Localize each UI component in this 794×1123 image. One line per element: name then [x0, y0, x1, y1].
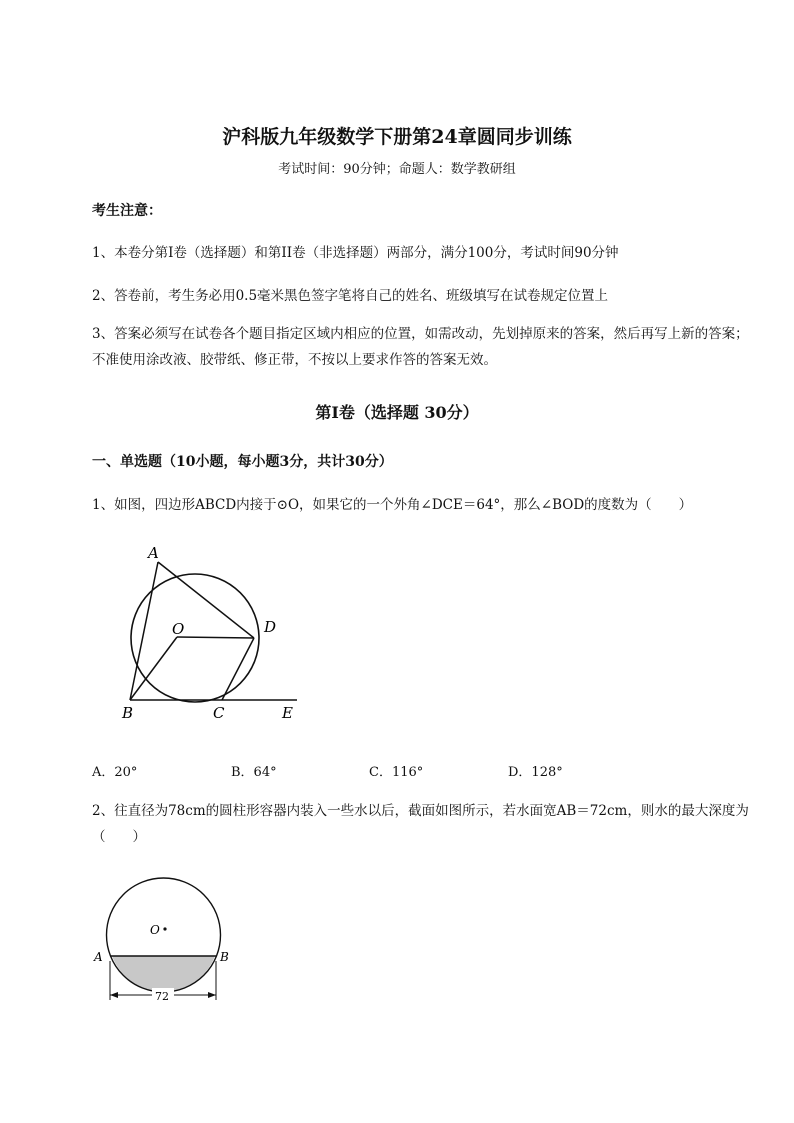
q1-option-a[interactable]: A．20° — [92, 765, 138, 780]
center-dot — [163, 927, 166, 930]
question-1-stem: 1、如图，四边形ABCD内接于⊙O，如果它的一个外角∠DCE＝64°，那么∠BOD的度数为（ ） — [92, 497, 693, 513]
notice-item-2: 2、答卷前，考生务必用0.5毫米黑色签字笔将自己的姓名、班级填写在试卷规定位置上 — [92, 288, 609, 304]
segment-ab — [130, 562, 158, 700]
part-heading: 一、单选题（10小题，每小题3分，共计30分） — [92, 454, 393, 470]
dim-arrow-right — [208, 992, 216, 998]
section-title: 第I卷（选择题 30分） — [315, 403, 479, 422]
label-a2: A — [94, 950, 103, 964]
question-2-figure — [88, 868, 248, 1008]
dim-label-72: 72 — [155, 990, 169, 1003]
notice-item-3: 3、答案必须写在试卷各个题目指定区域内相应的位置，如需改动，先划掉原来的答案，然后再写上新的答案；不准使用涂改液、胶带纸、修正带，不按以上要求作答的答案无效。 — [92, 326, 749, 368]
question-1-figure — [92, 540, 312, 725]
segment-od — [177, 637, 254, 638]
label-b: B — [122, 704, 134, 722]
question-2-stem: 2、往直径为78cm的圆柱形容器内装入一些水以后，截面如图所示，若水面宽AB＝72cm，则水的最大深度为（ ） — [92, 803, 749, 845]
label-c: C — [213, 704, 225, 722]
label-a: A — [148, 544, 159, 562]
dim-arrow-left — [110, 992, 118, 998]
label-d: D — [264, 618, 277, 636]
label-o2: O — [150, 923, 160, 937]
label-b2: B — [220, 950, 229, 964]
segment-dc — [222, 638, 254, 700]
q1-option-d[interactable]: D．128° — [508, 765, 563, 780]
exam-info: 考试时间：90分钟；命题人：数学教研组 — [278, 162, 516, 177]
label-o: O — [172, 620, 185, 638]
page-title: 沪科版九年级数学下册第24章圆同步训练 — [222, 126, 572, 148]
water-region — [112, 956, 215, 992]
q1-option-c[interactable]: C．116° — [369, 765, 424, 780]
label-e: E — [282, 704, 293, 722]
q1-option-b[interactable]: B．64° — [231, 765, 277, 780]
notice-item-1: 1、本卷分第I卷（选择题）和第II卷（非选择题）两部分，满分100分，考试时间90分钟 — [92, 245, 619, 261]
notice-heading: 考生注意： — [92, 203, 162, 219]
